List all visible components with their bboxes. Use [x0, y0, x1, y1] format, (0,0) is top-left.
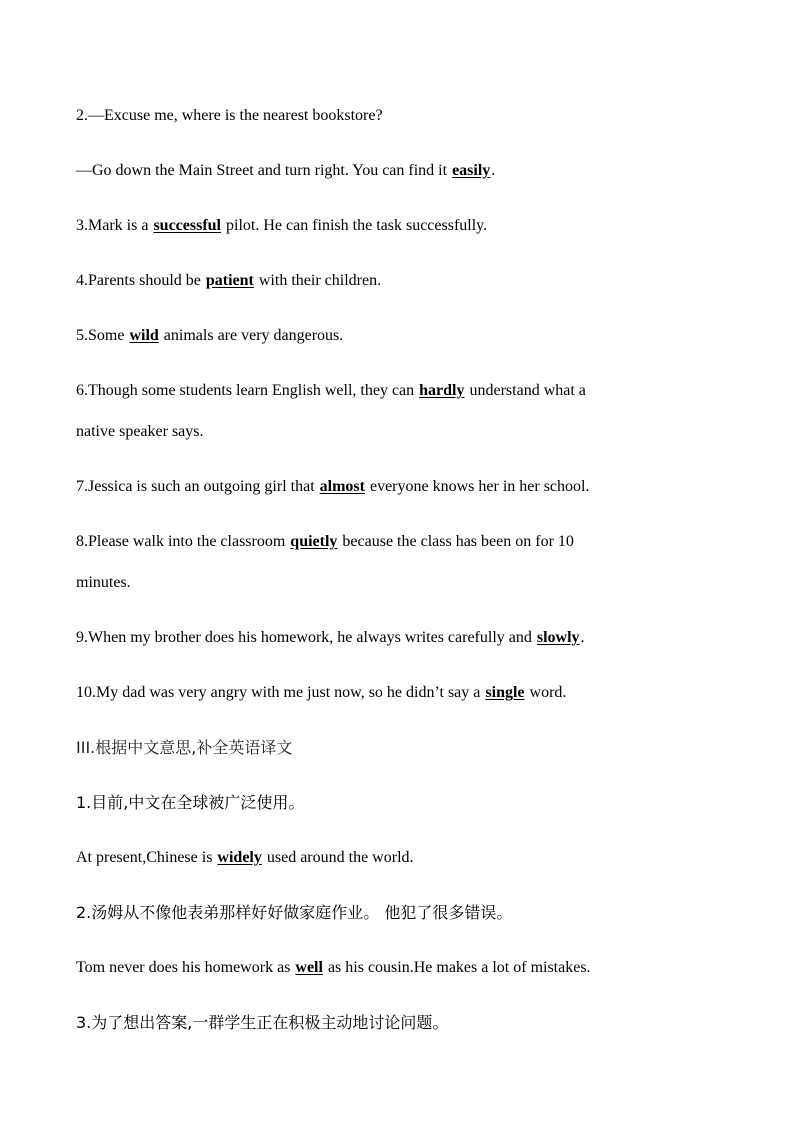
question-5 [76, 326, 754, 346]
answer-blank: wild [129, 327, 159, 344]
question-4 [76, 271, 754, 291]
question-text: minutes. [76, 574, 131, 591]
translation-2-english [76, 958, 754, 978]
question-2-prompt [76, 106, 754, 126]
question-text: 6.Though some students learn English well, they can [76, 382, 419, 399]
question-text: 8.Please walk into the classroom [76, 533, 290, 550]
translation-1-english [76, 848, 754, 868]
question-text: . [491, 162, 496, 179]
question-text: —Go down the Main Street and turn right. You can find it [76, 162, 452, 179]
question-3 [76, 216, 754, 236]
question-text: . [580, 629, 585, 646]
answer-blank: hardly [419, 382, 465, 399]
answer-blank: easily [452, 162, 491, 179]
question-text: Tom never does his homework as [76, 959, 295, 976]
question-text: 4.Parents should be [76, 272, 205, 289]
answer-blank: well [295, 959, 323, 976]
translation-2-chinese: 2.汤姆从不像他表弟那样好好做家庭作业。 他犯了很多错误。 [76, 903, 513, 922]
question-8-continued [76, 573, 754, 593]
question-text: 5.Some [76, 327, 129, 344]
answer-blank: patient [205, 272, 254, 289]
question-text: with their children. [254, 272, 382, 289]
answer-blank: single [485, 684, 525, 701]
question-text: animals are very dangerous. [159, 327, 344, 344]
question-7 [76, 477, 754, 497]
question-text: everyone knows her in her school. [365, 478, 590, 495]
question-text: pilot. He can finish the task successfully. [222, 217, 488, 234]
question-text: 9.When my brother does his homework, he always writes carefully and [76, 629, 536, 646]
question-text: 2.—Excuse me, where is the nearest bookstore? [76, 107, 383, 124]
question-9 [76, 628, 754, 648]
question-6 [76, 381, 754, 401]
question-text: used around the world. [262, 849, 414, 866]
answer-blank: successful [153, 217, 221, 234]
translation-1-chinese: 1.目前,中文在全球被广泛使用。 [76, 793, 305, 812]
section-3-heading: III.根据中文意思,补全英语译文 [76, 738, 293, 757]
answer-blank: quietly [290, 533, 338, 550]
question-text: 3.Mark is a [76, 217, 153, 234]
answer-blank: slowly [536, 629, 580, 646]
question-10 [76, 683, 754, 703]
question-text: as his cousin.He makes a lot of mistakes. [323, 959, 591, 976]
question-text: 7.Jessica is such an outgoing girl that [76, 478, 319, 495]
question-text: word. [525, 684, 567, 701]
question-text: understand what a [465, 382, 586, 399]
question-6-continued [76, 422, 754, 442]
question-text: native speaker says. [76, 423, 204, 440]
answer-blank: widely [217, 849, 262, 866]
question-8 [76, 532, 754, 552]
question-text: because the class has been on for 10 [338, 533, 574, 550]
question-2-reply [76, 161, 754, 181]
question-text: At present,Chinese is [76, 849, 217, 866]
question-text: 10.My dad was very angry with me just now, so he didn’t say a [76, 684, 485, 701]
translation-3-chinese: 3.为了想出答案,一群学生正在积极主动地讨论问题。 [76, 1013, 449, 1032]
answer-blank: almost [319, 478, 365, 495]
